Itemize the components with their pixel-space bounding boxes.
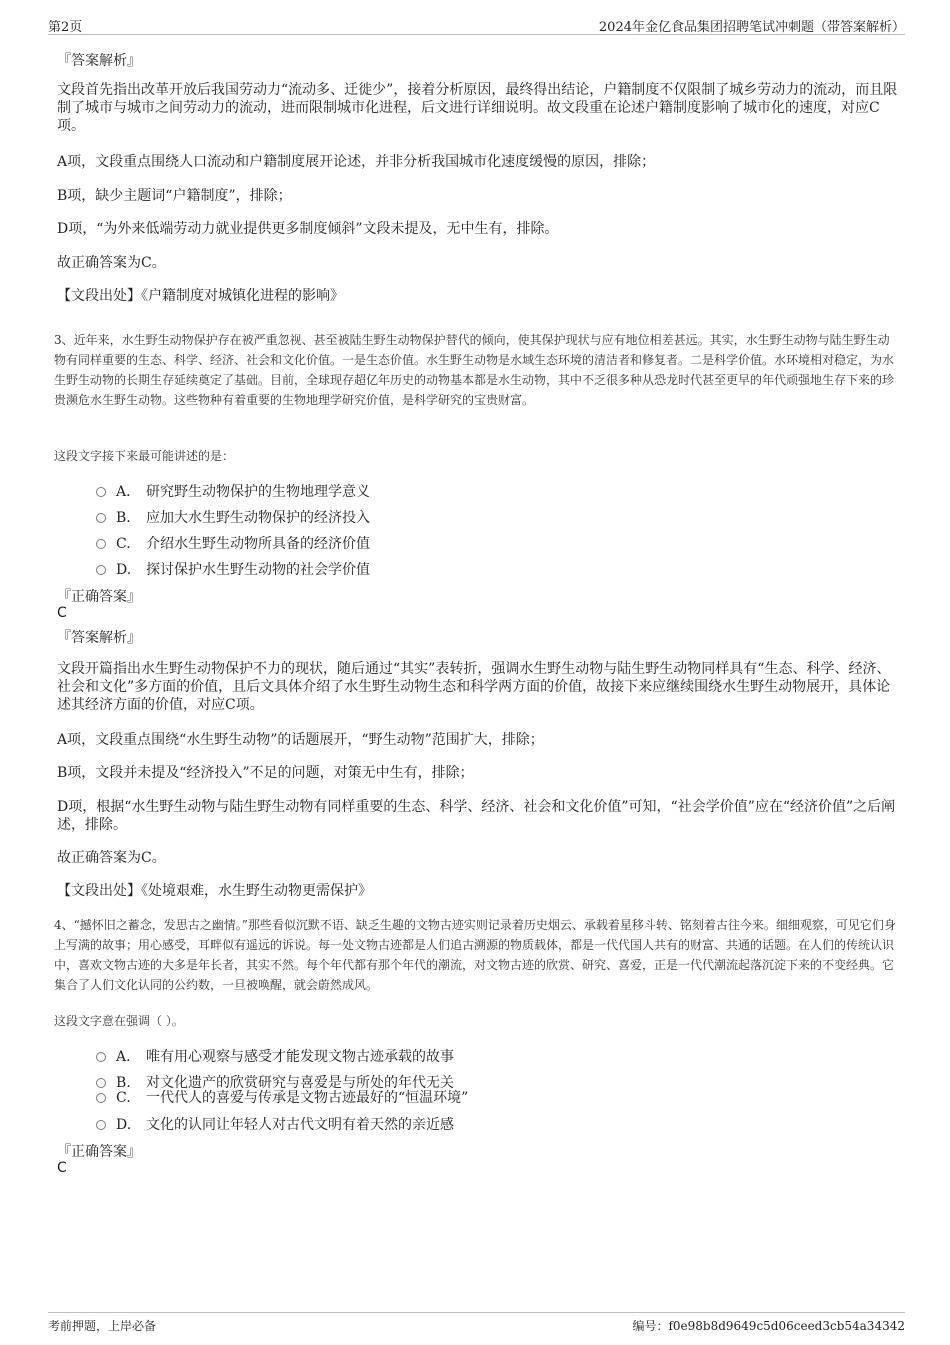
source-citation: 【文段出处】《户籍制度对城镇化进程的影响》: [57, 288, 344, 304]
question-stem: 3、近年来，水生野生动物保护存在被严重忽视、甚至被陆生野生动物保护替代的倾向，使其保护现状与应有地位相差甚远。其实，水生野生动物与陆生野生动物有同样重要的生态、科学、经济、社会和文化价值。一是生态价值。水生野生动物是水域生态环境的清洁者和修复者。二是科学价值。水环境相对稳定，为水生野生动物的长期生存延续奠定了基础。目前，全球现存超亿年历史的动物基本都是水生动物，其中不乏很多种从恐龙时代甚至更早的年代顽强地生存下来的珍贵濒危水生野生动物。这些物种有着重要的生物地理学研究价值，是科学研究的宝贵财富。: [54, 333, 895, 407]
footer-slogan: 考前押题，上岸必备: [48, 1319, 157, 1333]
radio-icon[interactable]: [96, 1093, 106, 1103]
radio-icon[interactable]: [96, 513, 106, 523]
page-number: 第2页: [48, 20, 83, 35]
option-a[interactable]: A． 研究野生动物保护的生物地理学意义: [96, 481, 370, 501]
radio-icon[interactable]: [96, 1052, 106, 1062]
conclusion: 故正确答案为C。: [57, 850, 166, 866]
source-citation: 【文段出处】《处境艰难，水生野生动物更需保护》: [57, 883, 372, 899]
answer-value: C: [57, 1160, 67, 1176]
analysis-label: 『答案解析』: [57, 53, 141, 69]
option-d[interactable]: D. 文化的认同让年轻人对古代文明有着天然的亲近感: [96, 1114, 454, 1134]
option-d[interactable]: D. 探讨保护水生野生动物的社会学价值: [96, 559, 370, 579]
question-stem: 4、“撼怀旧之蓄念，发思古之幽情。”那些看似沉默不语、缺乏生趣的文物古迹实则记录着历史烟云、承载着星移斗转、铭刻着古往今来。细细观察，可见它们身上写满的故事；用心感受，耳畔似有遥远的诉说。每一处文物古迹都是人们追古溯源的物质载体，都是一代代国人共有的财富、共通的话题。在人们的传统认识中，喜欢文物古迹的大多是年长者，其实不然。每个年代都有那个年代的潮流，对文物古迹的欣赏、研究、喜爱，正是一代代潮流起落沉淀下来的不变经典。它集合了人们文化认同的公约数，一旦被唤醒，就会蔚然成风。: [54, 918, 896, 992]
document-id: 编号：f0e98b8d9649c5d06ceed3cb54a34342: [632, 1319, 905, 1333]
answer-label: 『正确答案』: [57, 1144, 141, 1160]
analysis-text: 文段开篇指出水生野生动物保护不力的现状，随后通过“其实”表转折，强调水生野生动物与陆生野生动物同样具有“生态、科学、经济、社会和文化”多方面的价值，且后文具体介绍了水生野生动物生态和科学两方面的价值，故接下来应继续围绕水生野生动物展开，具体论述其经济方面的价值，对应C项。: [57, 661, 891, 713]
analysis-text: 文段首先指出改革开放后我国劳动力“流动多、迁徙少”，接着分析原因，最终得出结论，户籍制度不仅限制了城乡劳动力的流动，而且限制了城市与城市之间劳动力的流动，进而限制城市化进程，后文进行详细说明。故文段重在论述户籍制度影响了城市化的速度，对应C项。: [57, 82, 898, 134]
radio-icon[interactable]: [96, 1120, 106, 1130]
conclusion: 故正确答案为C。: [57, 255, 166, 271]
analysis-label: 『答案解析』: [57, 630, 141, 646]
option-b-analysis: B项，缺少主题词“户籍制度”，排除；: [57, 188, 292, 204]
option-a-analysis: A项，文段重点围绕人口流动和户籍制度展开论述，并非分析我国城市化速度缓慢的原因，排除；: [57, 154, 656, 170]
answer-label: 『正确答案』: [57, 589, 141, 605]
option-b[interactable]: B. 对文化遗产的欣赏研究与喜爱是与所处的年代无关: [96, 1072, 454, 1092]
radio-icon[interactable]: [96, 487, 106, 497]
option-d-analysis: D项，根据“水生野生动物与陆生野生动物有同样重要的生态、科学、经济、社会和文化价值”可知，“社会学价值”应在“经济价值”之后阐述，排除。: [57, 799, 896, 833]
option-c[interactable]: C. 一代代人的喜爱与传承是文物古迹最好的“恒温环境”: [96, 1087, 468, 1107]
question-prompt: 这段文字接下来最可能讲述的是：: [54, 449, 235, 463]
question-prompt: 这段文字意在强调（ ）。: [54, 1014, 184, 1028]
option-b-analysis: B项，文段并未提及“经济投入”不足的问题，对策无中生有，排除；: [57, 765, 474, 781]
answer-value: C: [57, 605, 67, 621]
document-title: 2024年金亿食品集团招聘笔试冲刺题（带答案解析）: [598, 20, 905, 35]
option-c[interactable]: C. 介绍水生野生动物所具备的经济价值: [96, 533, 370, 553]
option-a[interactable]: A． 唯有用心观察与感受才能发现文物古迹承载的故事: [96, 1046, 454, 1066]
option-a-analysis: A项，文段重点围绕“水生野生动物”的话题展开，“野生动物”范围扩大，排除；: [57, 732, 544, 748]
radio-icon[interactable]: [96, 565, 106, 575]
option-b[interactable]: B. 应加大水生野生动物保护的经济投入: [96, 507, 370, 527]
radio-icon[interactable]: [96, 539, 106, 549]
page-header: [48, 14, 905, 35]
option-d-analysis: D项，“为外来低端劳动力就业提供更多制度倾斜”文段未提及，无中生有，排除。: [57, 221, 559, 237]
page-footer: [48, 1312, 905, 1335]
